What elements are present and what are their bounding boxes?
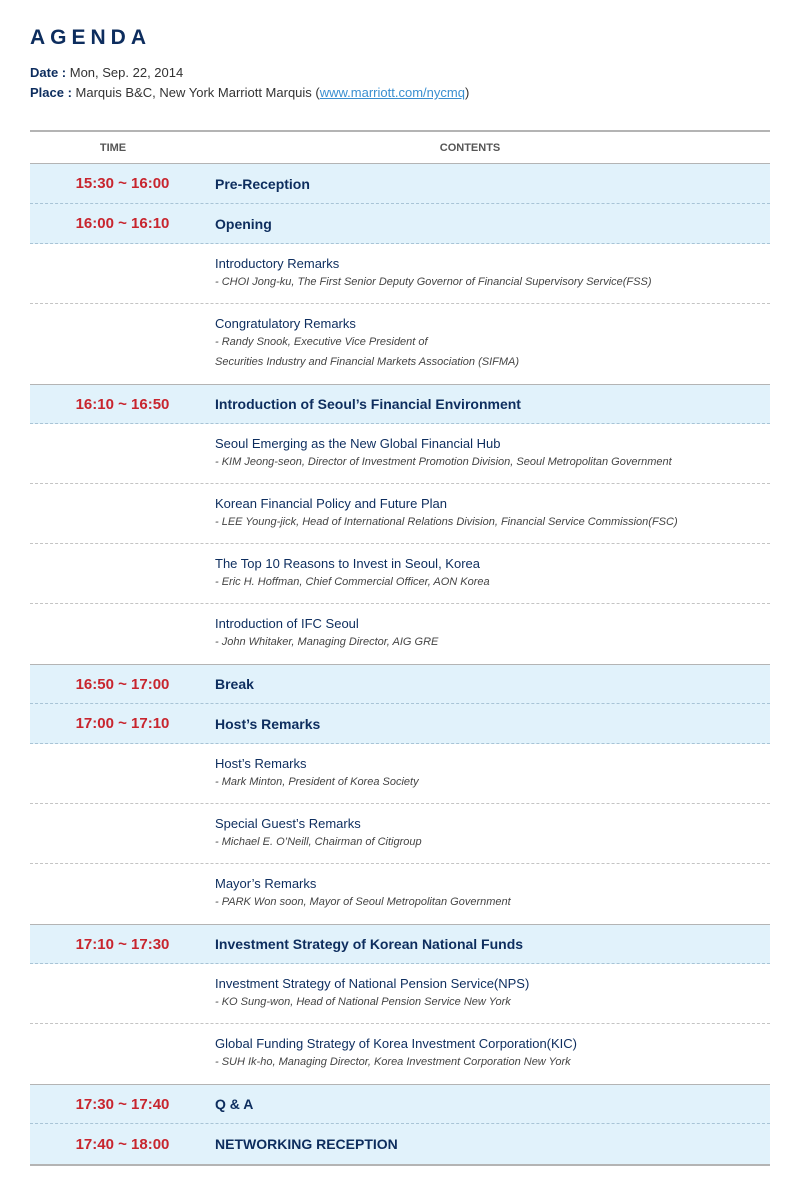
agenda-item-speaker: - LEE Young-jick, Head of International Relations Division, Financial Service Commission(FSC) — [215, 516, 678, 528]
session-title: NETWORKING RECEPTION — [215, 1136, 398, 1152]
agenda-item-speaker: - Eric H. Hoffman, Chief Commercial Officer, AON Korea — [215, 576, 490, 588]
session-title: Host’s Remarks — [215, 715, 321, 732]
session-time: 16:50 ~ 17:00 — [75, 675, 170, 693]
agenda-item — [30, 964, 770, 1024]
place-label: Place : — [30, 85, 72, 100]
session-row — [30, 164, 770, 204]
session-title: Break — [215, 676, 254, 692]
agenda-item-content — [215, 256, 651, 292]
agenda-item-content — [215, 556, 490, 592]
agenda-item-speaker: - Michael E. O’Neill, Chairman of Citigroup — [215, 836, 422, 848]
agenda-table — [30, 130, 770, 1166]
contents-column-header: CONTENTS — [439, 141, 501, 154]
agenda-item-title: Investment Strategy of National Pension Service(NPS) — [215, 976, 530, 991]
agenda-item-speaker: - KO Sung-won, Head of National Pension Service New York — [215, 996, 511, 1008]
agenda-item-title: Host’s Remarks — [215, 756, 307, 771]
agenda-item — [30, 484, 770, 544]
date-value: Mon, Sep. 22, 2014 — [69, 65, 184, 80]
agenda-item-speaker: - PARK Won soon, Mayor of Seoul Metropolitan Government — [215, 896, 511, 908]
agenda-item — [30, 244, 770, 304]
session-title: Introduction of Seoul’s Financial Environment — [215, 396, 521, 412]
session-time: 17:40 ~ 18:00 — [75, 1135, 170, 1153]
date-label: Date : — [30, 65, 67, 80]
session-row — [30, 204, 770, 244]
agenda-item-speaker: - SUH Ik-ho, Managing Director, Korea Investment Corporation New York — [215, 1056, 571, 1068]
session-row — [30, 1124, 770, 1164]
event-date — [30, 65, 183, 80]
agenda-item — [30, 864, 770, 924]
agenda-item-title: Special Guest’s Remarks — [215, 816, 361, 831]
session-row — [30, 1084, 770, 1124]
agenda-body — [30, 164, 770, 1164]
agenda-item — [30, 744, 770, 804]
session-row — [30, 384, 770, 424]
agenda-item-content — [215, 496, 678, 532]
session-row — [30, 664, 770, 704]
agenda-item-title: Introductory Remarks — [215, 256, 340, 271]
agenda-item-speaker: - John Whitaker, Managing Director, AIG GRE — [215, 636, 439, 648]
session-time: 15:30 ~ 16:00 — [75, 175, 170, 192]
agenda-item — [30, 604, 770, 664]
agenda-item-title: Introduction of IFC Seoul — [215, 616, 359, 631]
agenda-item-content — [215, 816, 422, 852]
session-time: 17:30 ~ 17:40 — [75, 1095, 170, 1113]
session-title: Opening — [215, 215, 272, 232]
agenda-item-content — [215, 876, 511, 912]
agenda-item — [30, 304, 770, 384]
agenda-item-title: The Top 10 Reasons to Invest in Seoul, Korea — [215, 556, 480, 571]
agenda-item — [30, 544, 770, 604]
page-title: AGENDA — [30, 26, 152, 49]
agenda-item-title: Congratulatory Remarks — [215, 316, 356, 331]
agenda-item-speaker: - Randy Snook, Executive Vice President of — [215, 336, 428, 348]
agenda-item — [30, 424, 770, 484]
session-title: Q & A — [215, 1096, 254, 1112]
venue-link[interactable]: www.marriott.com/nycmq — [319, 85, 465, 100]
agenda-item-content — [215, 316, 519, 372]
agenda-item-speaker: - Mark Minton, President of Korea Society — [215, 776, 419, 788]
agenda-item-title: Seoul Emerging as the New Global Financial Hub — [215, 436, 501, 451]
session-time: 17:10 ~ 17:30 — [75, 935, 170, 953]
session-row — [30, 924, 770, 964]
agenda-item-content — [215, 976, 529, 1012]
place-close: ) — [464, 85, 470, 100]
agenda-item — [30, 1024, 770, 1084]
agenda-item-content — [215, 756, 419, 792]
session-title: Investment Strategy of Korean National Funds — [215, 936, 524, 952]
agenda-item-title: Global Funding Strategy of Korea Investment Corporation(KIC) — [215, 1036, 578, 1051]
agenda-item-title: Mayor’s Remarks — [215, 876, 317, 891]
session-title: Pre-Reception — [215, 175, 310, 192]
agenda-item-content — [215, 1036, 577, 1072]
event-place — [30, 85, 469, 100]
agenda-item — [30, 804, 770, 864]
place-value: Marquis B&C, New York Marriott Marquis ( — [75, 85, 320, 100]
table-header — [30, 132, 770, 164]
session-time: 16:10 ~ 16:50 — [75, 395, 170, 413]
session-row — [30, 704, 770, 744]
agenda-item-content — [215, 616, 438, 652]
agenda-item-speaker: Securities Industry and Financial Markets Association (SIFMA) — [215, 356, 520, 368]
agenda-item-content — [215, 436, 672, 472]
agenda-item-speaker: - KIM Jeong-seon, Director of Investment Promotion Division, Seoul Metropolitan Government — [215, 456, 672, 468]
agenda-item-title: Korean Financial Policy and Future Plan — [215, 496, 447, 511]
time-column-header: TIME — [99, 141, 127, 154]
session-time: 17:00 ~ 17:10 — [75, 715, 170, 732]
session-time: 16:00 ~ 16:10 — [75, 215, 170, 232]
agenda-item-speaker: - CHOI Jong-ku, The First Senior Deputy Governor of Financial Supervisory Service(FSS) — [215, 276, 652, 288]
